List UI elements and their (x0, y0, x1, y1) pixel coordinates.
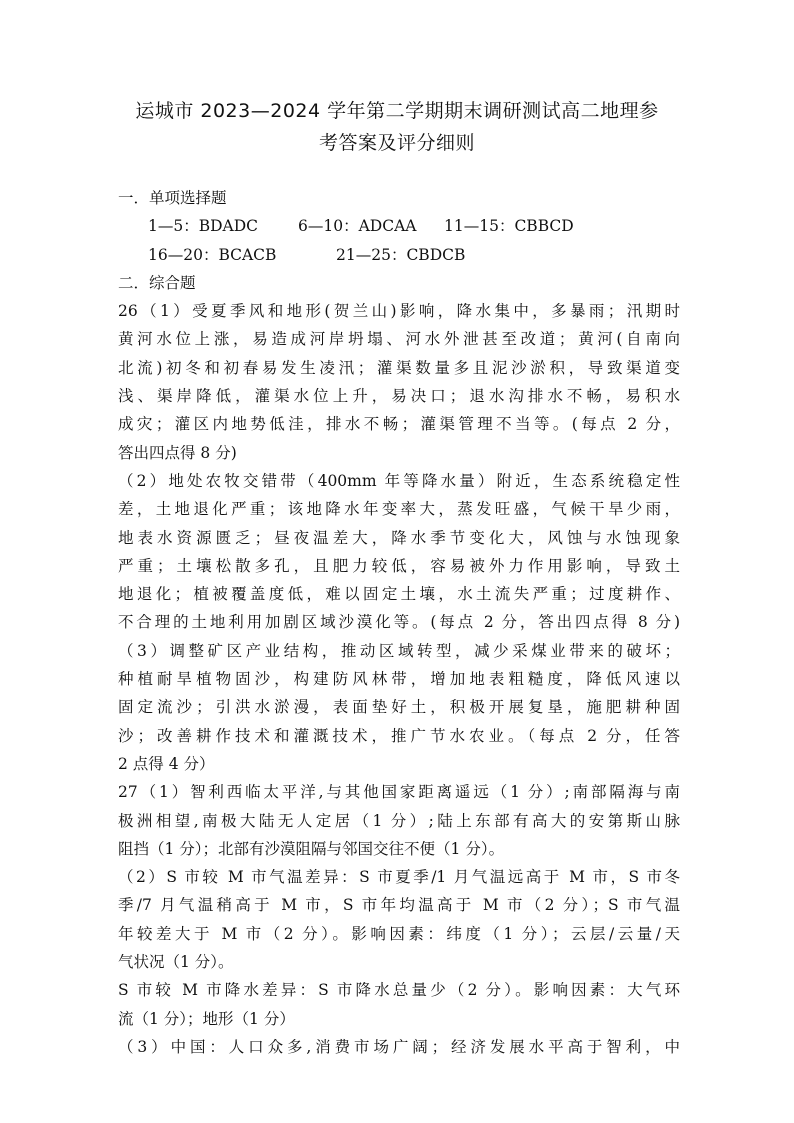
paragraph-line: 成灾；灌区内地势低洼，排水不畅；灌渠管理不当等。(每点 2 分， (118, 415, 680, 434)
paragraph-line: 年较差大于 M 市（2 分）。影响因素：纬度（1 分）；云层/云量/天 (118, 924, 680, 943)
paragraph-line: 差，土地退化严重；该地降水年变率大，蒸发旺盛，气候干旱少雨， (118, 500, 680, 519)
answer-key: 21—25：CBDCB (336, 245, 466, 264)
answer-key: 6—10：ADCAA (298, 217, 417, 236)
paragraph-line: 2 点得 4 分） (118, 754, 215, 773)
paragraph-line: 种植耐旱植物固沙，构建防风林带，增加地表粗糙度，降低风速以 (118, 670, 680, 689)
paragraph-line: 气状况（1 分）。 (118, 953, 234, 972)
paragraph-line: 黄河水位上涨，易造成河岸坍塌、河水外泄甚至改道；黄河(自南向 (118, 330, 680, 349)
paragraph-line: 答出四点得 8 分) (118, 443, 237, 462)
paragraph-line: 严重；土壤松散多孔，且肥力较低，容易被外力作用影响，导致土 (118, 556, 680, 575)
page-title-line-1: 运城市 2023—2024 学年第二学期期末调研测试高二地理参 (135, 100, 659, 122)
paragraph-line: （2）地处农牧交错带（400mm 年等降水量）附近，生态系统稳定性 (118, 471, 680, 490)
paragraph-line: （3）调整矿区产业结构，推动区域转型，减少采煤业带来的破坏； (118, 641, 680, 660)
page-title-line-2: 考答案及评分细则 (318, 132, 475, 154)
paragraph-line: （3）中国：人口众多,消费市场广阔；经济发展水平高于智利，中 (118, 1037, 680, 1056)
paragraph-line: 地退化；植被覆盖度低，难以固定土壤，水土流失严重；过度耕作、 (118, 585, 680, 604)
paragraph-line: 极洲相望,南极大陆无人定居（1 分）;陆上东部有高大的安第斯山脉 (118, 811, 680, 830)
paragraph-line: 地表水资源匮乏；昼夜温差大，降水季节变化大，风蚀与水蚀现象 (118, 528, 680, 547)
paragraph-line: 沙；改善耕作技术和灌溉技术，推广节水农业。（每点 2 分，任答 (118, 726, 680, 745)
paragraph-line: 浅、渠岸降低，灌渠水位上升，易决口；退水沟排水不畅，易积水 (118, 387, 680, 406)
paragraph-line: 流（1 分）；地形（1 分） (118, 1009, 295, 1028)
answer-key: 16—20：BCACB (148, 245, 277, 264)
answer-key-row-1 (118, 212, 680, 240)
paragraph-line: 季/7 月气温稍高于 M 市，S 市年均温高于 M 市（2 分）；S 市气温 (118, 896, 680, 915)
section-heading-comprehensive: 二．综合题 (118, 273, 196, 292)
paragraph-line: 阻挡（1 分）；北部有沙漠阻隔与邻国交往不便（1 分）。 (118, 839, 505, 858)
paragraph-line: 不合理的土地利用加剧区域沙漠化等。(每点 2 分，答出四点得 8 分) (118, 613, 680, 632)
answer-key-row-2 (118, 241, 680, 269)
paragraph-line: 北流)初冬和初春易发生凌汛；灌渠数量多且泥沙淤积，导致渠道变 (118, 358, 680, 377)
answer-key: 11—15：CBBCD (444, 217, 574, 236)
section-heading-choice: 一．单项选择题 (118, 189, 227, 207)
answer-body (118, 184, 680, 1061)
paragraph-line: S 市较 M 市降水差异：S 市降水总量少（2 分）。影响因素：大气环 (118, 981, 680, 1000)
paragraph-line: 26（1）受夏季风和地形(贺兰山)影响，降水集中，多暴雨；汛期时 (118, 302, 680, 321)
paragraph-line: （2）S 市较 M 市气温差异：S 市夏季/1 月气温远高于 M 市，S 市冬 (118, 868, 680, 887)
paragraph-line: 固定流沙；引洪水淤漫，表面垫好土，积极开展复垦，施肥耕种固 (118, 698, 680, 717)
answer-key: 1—5：BDADC (148, 217, 259, 236)
paragraph-line: 27（1）智利西临太平洋,与其他国家距离遥远（1 分）;南部隔海与南 (118, 783, 680, 802)
